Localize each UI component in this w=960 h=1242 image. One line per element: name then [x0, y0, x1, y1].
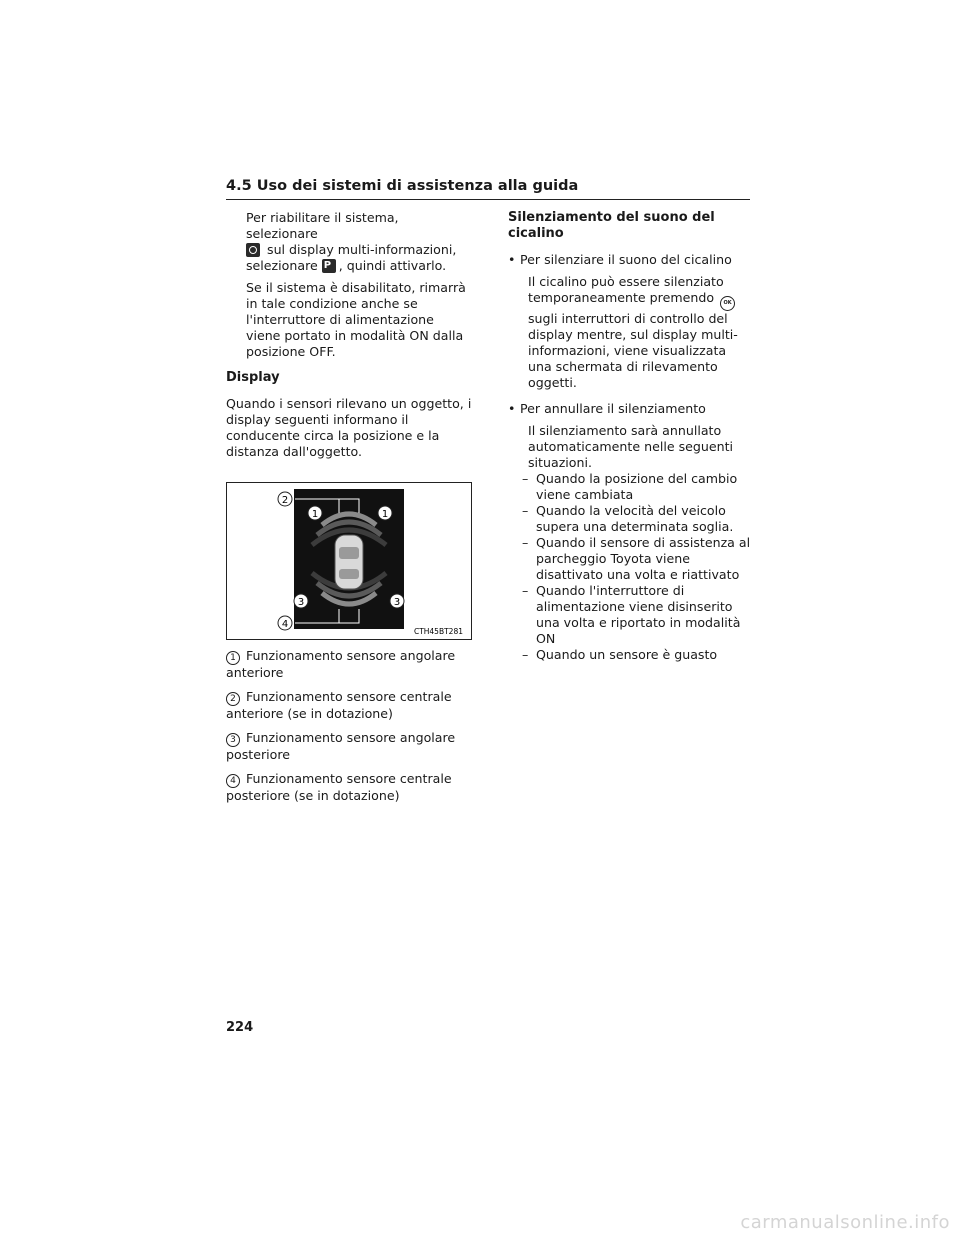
cancel-condition: – Quando l'interruttore di alimentazione viene disinserito una volta e riportato in modalità ON [508, 583, 752, 647]
watermark: carmanualsonline.info [740, 1212, 950, 1233]
settings-gear-icon [246, 243, 260, 257]
condition-text: Quando il sensore di assistenza al parcheggio Toyota viene disattivato una volta e riattivato [536, 535, 751, 582]
section-header: 4.5 Uso dei sistemi di assistenza alla guida [226, 178, 750, 200]
legend-number: 4 [226, 774, 240, 788]
silence-text-b: sugli interruttori di controllo del display mentre, sul display multi-informazioni, viene visualizzata una schermata di rilevamento oggetti. [528, 311, 738, 390]
parking-sensor-icon [322, 259, 336, 273]
silence-heading: Silenziamento del suono del cicalino [508, 210, 715, 241]
reenable-text-1: Per riabilitare il sistema, selezionare [246, 210, 399, 241]
legend-number: 2 [226, 692, 240, 706]
callout-4: 4 [281, 619, 289, 630]
car-icon [335, 535, 363, 589]
reenable-text-4: , quindi attivarlo. [338, 258, 447, 273]
condition-text: Quando un sensore è guasto [536, 647, 718, 662]
cancel-condition: – Quando il sensore di assistenza al parcheggio Toyota viene disattivato una volta e riattivato [522, 535, 751, 582]
bullet-title: Per annullare il silenziamento [520, 401, 706, 416]
cancel-condition: – Quando la velocità del veicolo supera una determinata soglia. [508, 503, 752, 535]
callout-3-right: 3 [393, 597, 401, 608]
right-column [508, 210, 752, 663]
silence-text-a: Il cicalino può essere silenziato temporaneamente premendo [528, 274, 724, 305]
silence-text [508, 274, 752, 391]
legend-text: Funzionamento sensore centrale anteriore (se in dotazione) [226, 689, 452, 721]
callout-1-right: 1 [381, 509, 389, 520]
reenable-text-2: sul display multi-informazioni, [267, 242, 457, 257]
sensor-display-figure [226, 482, 472, 640]
legend-text: Funzionamento sensore angolare anteriore [226, 648, 456, 680]
bullet-silence [508, 252, 752, 268]
legend-item [226, 730, 472, 763]
left-column [226, 210, 472, 804]
callout-1-left: 1 [311, 509, 319, 520]
condition-text: Quando l'interruttore di alimentazione viene disinserito una volta e riportato in modalità ON [536, 583, 741, 646]
figure-code: CTH45BT281 [413, 627, 463, 636]
display-text: Quando i sensori rilevano un oggetto, i display seguenti informano il conducente circa la posizione e la distanza dall'oggetto. [226, 396, 472, 459]
condition-text: Quando la posizione del cambio viene cambiata [536, 471, 738, 502]
legend-text: Funzionamento sensore centrale posteriore (se in dotazione) [226, 771, 452, 803]
ok-button-icon: OK [720, 296, 735, 311]
reenable-text-3: selezionare [246, 258, 318, 273]
display-heading: Display [226, 370, 280, 385]
legend-text: Funzionamento sensore angolare posteriore [226, 730, 456, 762]
condition-text: Quando la velocità del veicolo supera una determinata soglia. [536, 503, 734, 534]
bullet-dot: • [508, 401, 516, 416]
disabled-note: Se il sistema è disabilitato, rimarrà in tale condizione anche se l'interruttore di alimentazione viene portato in modalità ON dalla posizione OFF. [246, 280, 466, 359]
reenable-paragraph [226, 210, 472, 274]
cancel-text: Il silenziamento sarà annullato automaticamente nelle seguenti situazioni. [528, 423, 734, 470]
bullet-dot: • [508, 252, 516, 267]
page-number: 224 [226, 1020, 254, 1035]
cancel-condition: – Quando la posizione del cambio viene cambiata [508, 471, 752, 503]
sensor-display-illustration [227, 483, 471, 639]
legend-number: 1 [226, 651, 240, 665]
bullet-title: Per silenziare il suono del cicalino [520, 252, 732, 267]
legend-number: 3 [226, 733, 240, 747]
callout-2: 2 [281, 495, 289, 506]
callout-3-left: 3 [297, 597, 305, 608]
cancel-condition: – Quando un sensore è guasto [522, 647, 718, 662]
bullet-cancel [508, 401, 752, 417]
legend-item [226, 648, 472, 681]
legend-item [226, 689, 472, 722]
legend-item [226, 771, 472, 804]
